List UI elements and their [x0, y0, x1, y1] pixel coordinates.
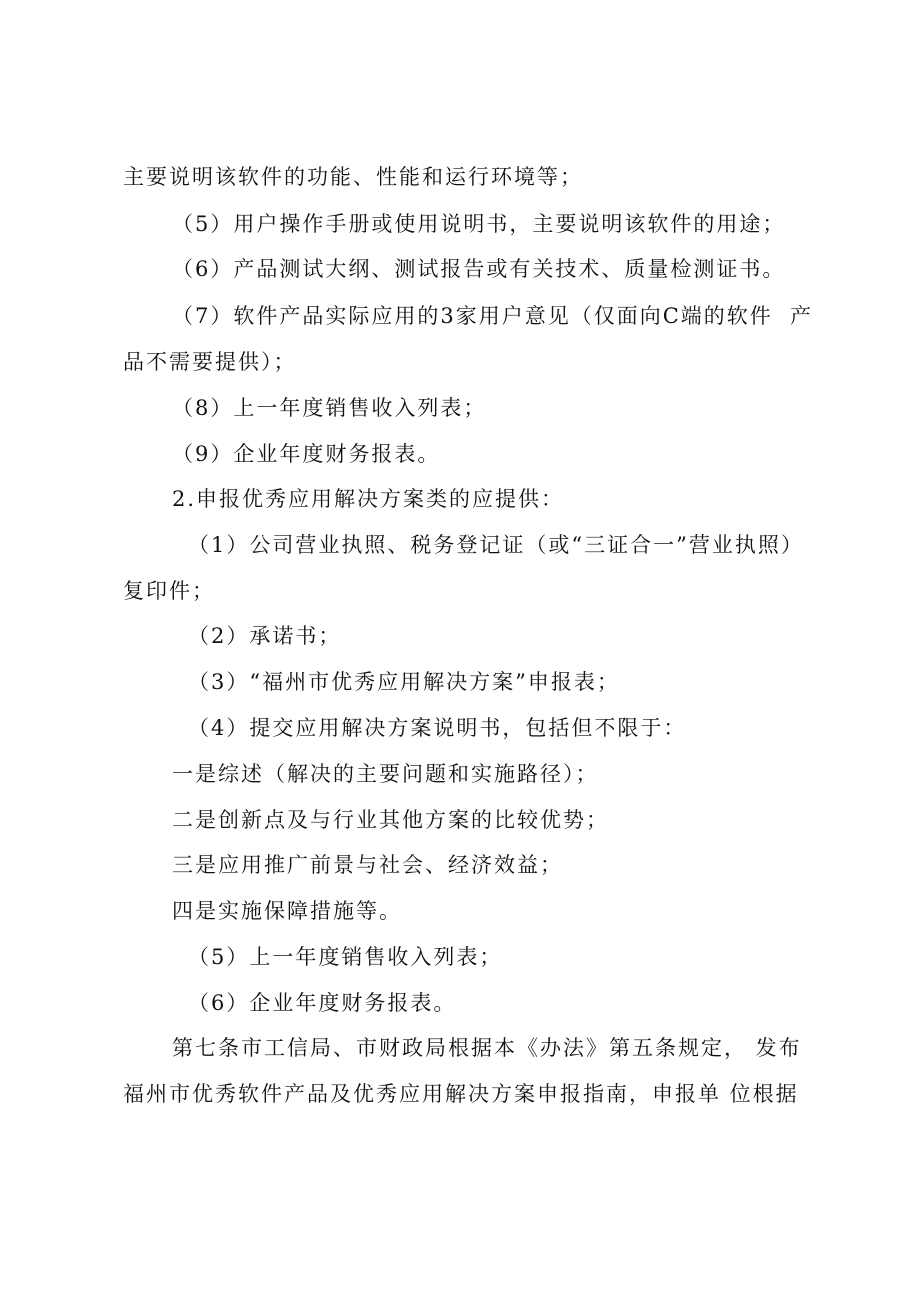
text-line: 第七条市工信局、市财政局根据本《办法》第五条规定， 发布	[172, 1036, 802, 1060]
text-line: （8）上一年度销售收入列表；	[172, 396, 487, 420]
text-line: 一是综述（解决的主要问题和实施路径）；	[172, 762, 599, 786]
text-line: 四是实施保障措施等。	[172, 899, 402, 923]
text-line: （1）公司营业执照、税务登记证（或“三证合一”营业执照）	[188, 533, 804, 557]
text-line: 主要说明该软件的功能、性能和运行环境等；	[123, 165, 583, 189]
text-line: （6）产品测试大纲、测试报告或有关技术、质量检测证书。	[172, 257, 786, 281]
text-line-tail: 产	[790, 304, 813, 328]
text-line: （3）“福州市优秀应用解决方案”申报表；	[188, 670, 620, 694]
text-line: （2）承诺书；	[188, 624, 342, 648]
text-line	[172, 302, 812, 330]
text-line: （5）上一年度销售收入列表；	[188, 945, 503, 969]
section-heading: 2.申报优秀应用解决方案类的应提供：	[172, 487, 565, 511]
text-line: 福州市优秀软件产品及优秀应用解决方案申报指南，申报单 位根据	[123, 1082, 799, 1106]
text-line: 三是应用推广前景与社会、经济效益；	[172, 853, 563, 877]
text-line: （5）用户操作手册或使用说明书，主要说明该软件的用途；	[172, 212, 786, 236]
text-line: （6）企业年度财务报表。	[188, 991, 457, 1015]
text-line: （4）提交应用解决方案说明书，包括但不限于：	[188, 716, 687, 740]
text-line: 品不需要提供）；	[123, 350, 297, 374]
text-line: 复印件；	[123, 579, 215, 603]
text-line-main: （7）软件产品实际应用的3家用户意见（仅面向C端的软件	[172, 304, 773, 328]
text-line: 二是创新点及与行业其他方案的比较优势；	[172, 808, 609, 832]
text-line: （9）企业年度财务报表。	[172, 442, 441, 466]
